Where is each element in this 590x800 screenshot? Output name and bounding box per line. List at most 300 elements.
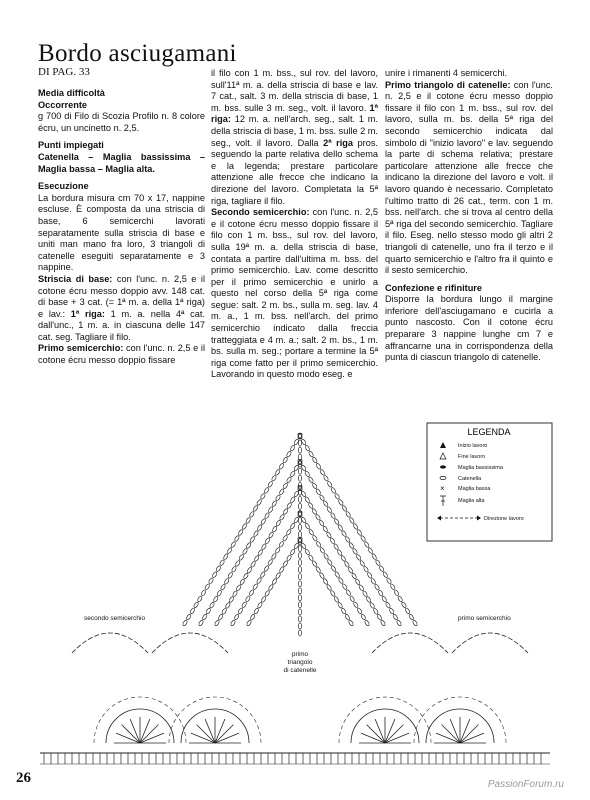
stitch-mark: [385, 725, 403, 743]
chain-mark: [252, 583, 258, 590]
chain-mark: [327, 481, 333, 488]
chain-mark: [278, 541, 284, 548]
chain-mark: [356, 554, 362, 561]
chain-mark: [308, 529, 314, 536]
label-triangle-3: di catenelle: [283, 667, 317, 674]
chain-mark: [379, 565, 385, 572]
chain-mark: [215, 565, 221, 572]
chain-mark: [334, 493, 340, 500]
chain-mark: [367, 572, 373, 579]
chain-mark: [342, 505, 348, 512]
chain-mark: [330, 487, 336, 494]
chain-mark: [311, 508, 317, 515]
chain-mark: [282, 457, 288, 464]
chain-mark: [238, 554, 244, 561]
chain-mark: [260, 518, 266, 525]
base-strip-label: Striscia di base:: [38, 273, 113, 284]
chain-mark: [368, 547, 374, 554]
scallop-mark: [372, 633, 448, 653]
chain-mark: [247, 567, 253, 574]
chain-mark: [308, 451, 314, 458]
chain-mark: [304, 523, 310, 530]
chain-mark: [319, 494, 325, 501]
chain-mark: [298, 588, 301, 594]
chain-mark: [260, 493, 266, 500]
chain-mark: [304, 496, 310, 503]
chain-mark: [193, 602, 199, 609]
chain-mark: [359, 560, 365, 567]
chain-mark: [246, 620, 252, 627]
chain-mark: [330, 537, 336, 544]
label-second-semicircle: secondo semicerchio: [84, 615, 146, 622]
stitch-mark: [140, 725, 158, 743]
chain-mark: [334, 518, 340, 525]
chain-mark: [272, 526, 278, 533]
chain-mark: [189, 608, 195, 615]
chain-mark: [298, 517, 301, 523]
chain-mark: [186, 614, 192, 621]
legend-item-slip: Maglia bassissima: [458, 465, 503, 471]
chain-mark: [348, 620, 354, 627]
chain-mark: [254, 555, 260, 562]
chain-mark: [353, 601, 359, 608]
chain-mark: [249, 536, 255, 543]
chain-mark: [323, 578, 329, 585]
finishing-text: Disporre la bordura lungo il margine inferiore dell'asciugamano e cucirla a punto nascosto. Con il cotone écru preparare 3 nappine lunghe cm 7 e affrancarne una in corrispondenza della punta di ciascun triangolo di catenelle.: [385, 294, 553, 363]
chain-mark: [290, 496, 296, 503]
chain-mark: [260, 571, 266, 578]
chain-mark: [308, 477, 314, 484]
chain-mark: [319, 520, 325, 527]
col2-paragraph-1: [211, 68, 378, 207]
chain-mark: [241, 523, 247, 530]
legend-item-start: Inizio lavoro: [458, 443, 488, 449]
chain-mark: [337, 549, 343, 556]
chain-mark: [298, 546, 301, 552]
first-triangle-paragraph: [385, 80, 553, 277]
chain-mark: [337, 524, 343, 531]
col2-row2-label: 2ª riga: [323, 137, 353, 148]
chain-mark: [298, 440, 301, 446]
chain-mark: [331, 565, 337, 572]
chain-mark: [264, 512, 270, 519]
chain-mark: [308, 554, 314, 561]
chain-mark: [236, 584, 242, 591]
chain-mark: [342, 583, 348, 590]
legend-item-end: Fine lavoro: [458, 454, 486, 460]
chain-mark: [312, 535, 318, 542]
chain-mark: [351, 573, 357, 580]
chain-mark: [349, 517, 355, 524]
chain-mark: [202, 614, 208, 621]
chain-mark: [394, 589, 400, 596]
chain-mark: [344, 561, 350, 568]
chain-mark: [271, 500, 277, 507]
chain-mark: [344, 614, 350, 621]
label-triangle-2: triangolo: [287, 659, 313, 666]
chain-mark: [304, 471, 310, 478]
chain-mark: [326, 506, 332, 513]
scallop-mark: [152, 633, 228, 653]
single-crochet-icon: ×: [440, 484, 445, 493]
chain-mark: [319, 572, 325, 579]
scallop-mark: [72, 633, 148, 653]
chain-mark: [246, 542, 252, 549]
chain-mark: [290, 523, 296, 530]
chain-mark: [356, 529, 362, 536]
col2-row1-label: 1ª riga:: [211, 102, 378, 125]
chain-mark: [381, 596, 387, 603]
materials-heading: Occorrente: [38, 99, 88, 110]
chain-mark: [249, 511, 255, 518]
chain-mark: [214, 620, 220, 627]
chain-mark: [355, 579, 361, 586]
chain-mark: [279, 463, 285, 470]
chain-mark: [304, 445, 310, 452]
chain-mark: [298, 595, 301, 601]
chain-mark: [257, 602, 263, 609]
chain-mark: [275, 520, 281, 527]
chain-mark: [373, 608, 379, 615]
chain-mark: [341, 608, 347, 615]
chain-mark: [323, 553, 329, 560]
chain-mark: [208, 577, 214, 584]
page-title: Bordo asciugamani: [38, 40, 237, 67]
base-strip-text: con l'unc. n. 2,5 e il cotone écru messo doppio avv. 148 cat. di base + 3 cat. (= 1ª m. a. della 1ª riga) e lav.:: [38, 273, 205, 319]
chain-mark: [298, 560, 301, 566]
chain-mark: [237, 608, 243, 615]
chain-mark: [286, 554, 292, 561]
chain-mark: [257, 549, 263, 556]
chain-mark: [357, 608, 363, 615]
chain-mark: [333, 596, 339, 603]
chain-mark: [201, 589, 207, 596]
chain-mark: [358, 584, 364, 591]
chain-mark: [218, 614, 224, 621]
chain-mark: [341, 530, 347, 537]
chain-mark: [304, 549, 310, 556]
col2-text-a: il filo con 1 m. bss., sul rov. del lavoro, sull'11ª m. a. della striscia di base e lav. 7 cat., salt. 3 m. della striscia di base, 1 m. bss. sulle 3 m. seg., volt. il lavoro.: [211, 68, 378, 113]
chain-mark: [360, 614, 366, 621]
chain-mark: [279, 566, 285, 573]
chain-mark: [371, 553, 377, 560]
chain-mark: [362, 590, 368, 597]
chain-mark: [298, 532, 301, 538]
chain-mark: [323, 475, 329, 482]
chain-mark: [205, 608, 211, 615]
chain-mark: [224, 578, 230, 585]
second-semicircle-text: con l'unc. n. 2,5 e il cotone écru messo doppio fissare il filo con 1 m. bss., sul rov. del lavoro, sulla 19ª m. a. della striscia di base, contata a partire dall'ultima m. bss. del primo semicerchio. Lav. come descritto per il primo semicerchio e unirlo a questo nel corso della 5ª riga come segue: salt. 2 m. bs., sulla m. seg. lav. 4 m. a., 1 m. bss. nell'arch. del primo semicerchio indicato dalla freccia tratteggiata e 4 m. a.; salt. 2 m. bs., 1 m. bs. sulla m. seg.; portare a termine la 5ª riga come fatto per il primo semicerchio. Lavorando in questo modo eseg. e: [211, 207, 378, 380]
chain-mark: [283, 508, 289, 515]
chain-mark: [256, 499, 262, 506]
chain-mark: [364, 620, 370, 627]
chain-mark: [275, 572, 281, 579]
stitch-mark: [215, 725, 233, 743]
stitch-mark: [367, 725, 385, 743]
chain-mark: [319, 469, 325, 476]
first-semicircle-text: con l'unc. n. 2,5 e il cotone écru messo doppio fissare: [38, 343, 205, 366]
chain-mark: [412, 620, 418, 627]
chain-mark: [401, 602, 407, 609]
chain-mark: [360, 535, 366, 542]
legend-item-chain: Catenella: [458, 476, 482, 482]
text-column-1: [38, 88, 205, 373]
chain-mark: [197, 596, 203, 603]
chain-mark: [298, 616, 301, 622]
chain-mark: [268, 584, 274, 591]
chain-mark: [298, 447, 301, 453]
chain-mark: [337, 602, 343, 609]
text-column-3: [385, 68, 553, 370]
chain-mark: [245, 595, 251, 602]
stitches-heading: Punti impiegati: [38, 140, 104, 151]
chain-mark: [338, 577, 344, 584]
chain-mark: [298, 553, 301, 559]
chain-mark: [298, 503, 301, 509]
chain-mark: [380, 620, 386, 627]
chain-mark: [315, 488, 321, 495]
col2-text-b: 12 m. a. nell'arch. seg., salt. 1 m. della striscia di base, 1 m. bss. sulle 2 m. seg., volt. il lavoro. Dalla: [211, 114, 378, 148]
row1-text: 1 m. a. nella 4ª cat. dall'unc., 1 m. a. in ciascuna delle 147 cat. seg. Tagliare il filo.: [38, 308, 205, 342]
chain-mark: [272, 578, 278, 585]
chain-mark: [230, 541, 236, 548]
chain-mark: [327, 559, 333, 566]
chain-mark: [257, 524, 263, 531]
col2-text-c: pros. seguendo la parte relativa dello schema e la legenda; prestare particolare attenzione alle frecce che indicano la direzione del lavoro. Completata la 5ª riga, tagliare il filo.: [211, 137, 378, 206]
chain-mark: [290, 445, 296, 452]
chain-mark: [353, 523, 359, 530]
chain-mark: [390, 583, 396, 590]
chain-mark: [204, 583, 210, 590]
label-triangle-1: primo: [291, 651, 309, 658]
chain-mark: [348, 567, 354, 574]
chain-mark: [385, 602, 391, 609]
stitches-text: Catenella – Maglia bassissima – Maglia bassa – Maglia alta.: [38, 151, 205, 174]
chain-mark: [268, 532, 274, 539]
chain-mark: [275, 469, 281, 476]
chain-mark: [298, 623, 301, 629]
chain-mark: [275, 547, 281, 554]
first-semicircle-label: Primo semicerchio:: [38, 343, 124, 354]
legend-title: LEGENDA: [467, 427, 511, 437]
chain-mark: [316, 463, 322, 470]
chain-mark: [345, 536, 351, 543]
chain-mark: [333, 543, 339, 550]
chain-mark: [312, 483, 318, 490]
chain-mark: [279, 488, 285, 495]
chain-mark: [338, 499, 344, 506]
chain-mark: [378, 590, 384, 597]
chain-mark: [348, 542, 354, 549]
second-semicircle-paragraph: [211, 207, 378, 381]
chain-mark: [250, 614, 256, 621]
chain-mark: [330, 590, 336, 597]
chain-mark: [364, 541, 370, 548]
legend-box: [427, 423, 552, 541]
finishing-heading: Confezione e rifiniture: [385, 282, 482, 293]
chain-mark: [326, 584, 332, 591]
chain-mark: [261, 596, 267, 603]
chain-mark: [345, 511, 351, 518]
chain-mark: [298, 581, 301, 587]
chain-mark: [374, 584, 380, 591]
chain-mark: [382, 571, 388, 578]
scallop-mark: [452, 633, 528, 653]
chain-mark: [212, 571, 218, 578]
chain-mark: [256, 577, 262, 584]
chain-mark: [389, 608, 395, 615]
chain-mark: [340, 555, 346, 562]
chain-mark: [352, 548, 358, 555]
chain-mark: [261, 543, 267, 550]
chain-mark: [298, 567, 301, 573]
text-column-2: [211, 68, 378, 387]
chain-mark: [319, 547, 325, 554]
chain-mark: [182, 620, 188, 627]
chain-mark: [286, 477, 292, 484]
chain-mark: [250, 561, 256, 568]
chain-mark: [238, 529, 244, 536]
chain-mark: [326, 532, 332, 539]
crochet-chart: [0, 408, 590, 770]
legend-item-direction: Direzione lavoro: [484, 516, 524, 522]
chain-mark: [243, 573, 249, 580]
chain-mark: [345, 589, 351, 596]
chain-mark: [228, 596, 234, 603]
chain-mark: [349, 595, 355, 602]
chain-mark: [242, 548, 248, 555]
chain-mark: [265, 537, 271, 544]
col3-paragraph-1: unire i rimanenti 4 semicerchi.: [385, 68, 508, 78]
chain-mark: [282, 560, 288, 567]
first-semicircle-paragraph: [38, 343, 205, 366]
chain-mark: [370, 578, 376, 585]
execution-heading: Esecuzione: [38, 181, 89, 192]
legend-item-sc: Maglia bassa: [458, 486, 491, 492]
chain-mark: [298, 468, 301, 474]
chain-mark: [275, 494, 281, 501]
stitch-mark: [197, 725, 215, 743]
stitch-mark: [460, 725, 478, 743]
chain-mark: [316, 541, 322, 548]
chain-mark: [235, 560, 241, 567]
materials-text: g 700 di Filo di Scozia Profilo n. 8 colore écru, un uncinetto n. 2,5.: [38, 111, 205, 133]
stitch-mark: [442, 725, 460, 743]
legend-item-dc: Maglia alta: [458, 498, 485, 504]
chain-mark: [397, 596, 403, 603]
chain-mark: [267, 481, 273, 488]
chain-mark: [322, 526, 328, 533]
chain-mark: [282, 483, 288, 490]
chain-mark: [323, 500, 329, 507]
chain-mark: [279, 514, 285, 521]
chain-mark: [245, 517, 251, 524]
chain-mark: [330, 512, 336, 519]
chain-mark: [298, 574, 301, 580]
chain-mark: [227, 547, 233, 554]
chain-mark: [298, 496, 301, 502]
execution-text: La bordura misura cm 70 x 17, nappine escluse. È composta da una striscia di base, 6 semicerchi lavorati separatamente sulla striscia di base e uniti man mano fra loro, 3 triangoli di catenelle eseguiti separatamente e 3 nappine.: [38, 192, 205, 273]
chain-mark: [290, 549, 296, 556]
chain-mark: [286, 451, 292, 458]
slip-stitch-icon: [440, 465, 446, 468]
chain-mark: [232, 590, 238, 597]
chain-mark: [241, 601, 247, 608]
chain-mark: [282, 535, 288, 542]
page-reference: DI PAG. 33: [38, 66, 90, 78]
chain-mark: [253, 530, 259, 537]
chain-mark: [219, 559, 225, 566]
chain-mark: [392, 614, 398, 621]
chain-mark: [369, 602, 375, 609]
chain-mark: [264, 487, 270, 494]
label-first-semicircle: primo semicerchio: [458, 615, 511, 622]
chain-mark: [234, 614, 240, 621]
chain-mark: [225, 602, 231, 609]
chain-mark: [298, 630, 301, 636]
chain-mark: [386, 577, 392, 584]
chain-mark: [271, 553, 277, 560]
chain-mark: [220, 584, 226, 591]
chain-mark: [198, 620, 204, 627]
chain-mark: [209, 602, 215, 609]
chain-mark: [376, 614, 382, 621]
chain-mark: [216, 590, 222, 597]
chain-mark: [253, 608, 259, 615]
chain-mark: [249, 589, 255, 596]
chain-mark: [234, 535, 240, 542]
chain-mark: [223, 553, 229, 560]
chain-mark: [308, 502, 314, 509]
chain-mark: [286, 502, 292, 509]
chain-mark: [408, 614, 414, 621]
chain-mark: [253, 505, 259, 512]
chain-mark: [239, 579, 245, 586]
chain-mark: [298, 475, 301, 481]
chain-mark: [298, 525, 301, 531]
base-strip-paragraph: [38, 274, 205, 344]
chain-mark: [267, 559, 273, 566]
difficulty-heading: Media difficoltà: [38, 88, 105, 98]
chain-mark: [315, 514, 321, 521]
chain-mark: [227, 572, 233, 579]
chain-mark: [363, 566, 369, 573]
chain-mark: [315, 566, 321, 573]
second-semicircle-label: Secondo semicerchio:: [211, 207, 310, 218]
chain-mark: [230, 620, 236, 627]
row1-label: 1ª riga:: [70, 308, 105, 319]
chain-mark: [298, 609, 301, 615]
chain-mark: [286, 529, 292, 536]
chain-mark: [334, 571, 340, 578]
first-triangle-label: Primo triangolo di catenelle:: [385, 79, 511, 90]
watermark-text: PassionForum.ru: [487, 779, 564, 790]
chain-mark: [231, 566, 237, 573]
chain-mark: [268, 506, 274, 513]
chain-mark: [312, 560, 318, 567]
chain-mark: [298, 602, 301, 608]
chain-mark: [271, 475, 277, 482]
chain-mark: [366, 596, 372, 603]
chain-mark: [396, 620, 402, 627]
chain-mark: [264, 565, 270, 572]
chain-mark: [312, 457, 318, 464]
chain-mark: [375, 559, 381, 566]
chain-mark: [213, 596, 219, 603]
stitch-mark: [122, 725, 140, 743]
chain-mark: [221, 608, 227, 615]
page-number: 26: [16, 770, 31, 786]
